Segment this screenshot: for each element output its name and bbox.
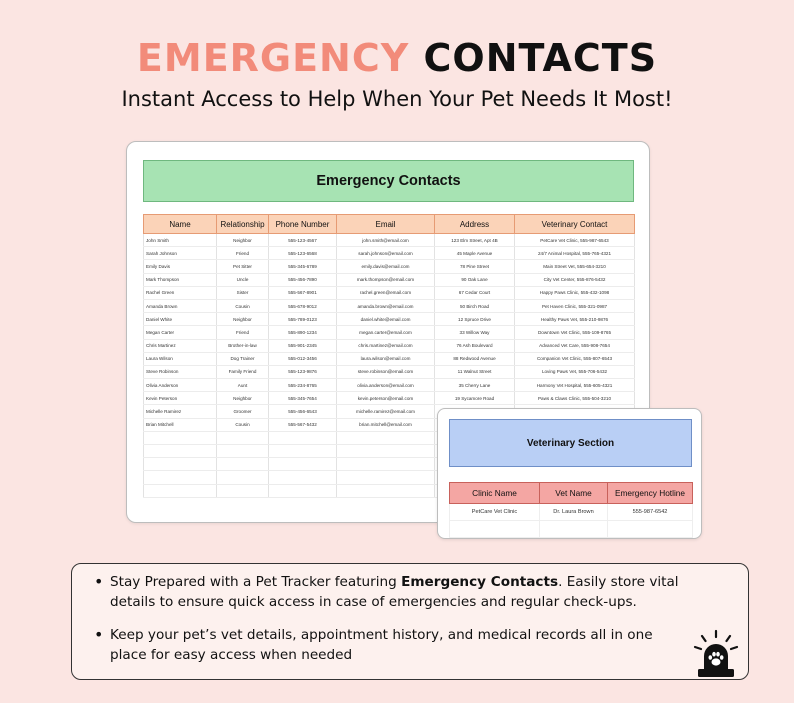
table-cell: 45 Maple Avenue [435,247,515,260]
table-cell: Dr. Laura Brown [540,504,608,521]
empty-cell [608,521,693,538]
contacts-column-header: Email [337,215,435,234]
contacts-column-header: Veterinary Contact [515,215,635,234]
table-cell: 33 Willow Way [435,326,515,339]
info-bullet-1-text: Stay Prepared with a Pet Tracker featuring [110,574,402,590]
contacts-sheet-banner: Emergency Contacts [143,160,634,202]
table-cell: brian.mitchell@email.com [337,418,435,431]
table-cell: megan.carter@email.com [337,326,435,339]
contacts-column-header: Relationship [217,215,269,234]
table-cell: amanda.brown@email.com [337,299,435,312]
table-row [144,299,635,312]
veterinary-section-banner: Veterinary Section [449,419,692,467]
table-cell: 555-012-3456 [269,352,337,365]
empty-cell [337,471,435,484]
table-cell: Daniel White [144,313,217,326]
table-row [144,379,635,392]
table-cell: Mark Thompson [144,273,217,286]
veterinary-table-header [450,483,693,504]
table-cell: Harmony Vet Hospital, 555-605-4321 [515,379,635,392]
info-bullet-2: • Keep your pet’s vet details, appointment history, and medical records all in one place for easy access when needed [94,625,654,665]
empty-cell [269,458,337,471]
empty-cell [217,471,269,484]
empty-cell [144,484,217,497]
table-row [144,352,635,365]
table-cell: 555-123-6568 [269,247,337,260]
veterinary-section-panel [437,408,702,539]
table-cell: 24/7 Animal Hospital, 555-765-4321 [515,247,635,260]
table-cell: kevin.peterson@email.com [337,392,435,405]
contacts-column-header: Phone Number [269,215,337,234]
table-cell: Pet Sitter [217,260,269,273]
table-cell: Companion Vet Clinic, 555-807-6543 [515,352,635,365]
table-cell: Sister [217,286,269,299]
table-cell: 555-567-8901 [269,286,337,299]
table-cell: 555-456-7890 [269,273,337,286]
empty-cell [144,471,217,484]
table-cell: Main Street Vet, 555-654-3210 [515,260,635,273]
table-cell: 50 Birch Road [435,299,515,312]
table-cell: Neighbor [217,313,269,326]
table-cell: 555-345-6789 [269,260,337,273]
empty-cell [217,458,269,471]
empty-cell [217,445,269,458]
table-cell: 88 Redwood Avenue [435,352,515,365]
table-cell: Advanced Vet Care, 555-908-7654 [515,339,635,352]
table-row [144,339,635,352]
table-cell: 555-123-9876 [269,365,337,378]
table-cell: Sarah Johnson [144,247,217,260]
table-cell: Kevin Peterson [144,392,217,405]
veterinary-column-header: Emergency Hotline [608,483,693,504]
table-row [144,326,635,339]
empty-cell [337,458,435,471]
table-cell: steve.robinson@email.com [337,365,435,378]
table-cell: 555-345-7654 [269,392,337,405]
table-cell: PetCare Vet Clinic, 555-987-6543 [515,234,635,247]
table-cell: Rachel Green [144,286,217,299]
table-cell: Brother-in-law [217,339,269,352]
contacts-table-header [144,215,635,234]
table-cell: Downtown Vet Clinic, 555-109-8765 [515,326,635,339]
table-cell: 555-678-9012 [269,299,337,312]
hero-title-rest: CONTACTS [423,36,658,80]
table-cell: Friend [217,247,269,260]
table-cell: Amanda Brown [144,299,217,312]
hero-title [0,36,794,80]
table-row [144,247,635,260]
emergency-alarm-icon [693,629,739,679]
table-cell: Aunt [217,379,269,392]
empty-cell [269,431,337,444]
table-cell: 35 Cherry Lane [435,379,515,392]
table-cell: Pet Haven Clinic, 555-321-0987 [515,299,635,312]
table-cell: Groomer [217,405,269,418]
table-cell: City Vet Center, 555-876-5432 [515,273,635,286]
empty-cell [217,484,269,497]
table-cell: Neighbor [217,392,269,405]
veterinary-column-header: Clinic Name [450,483,540,504]
empty-cell [217,431,269,444]
table-cell: PetCare Vet Clinic [450,504,540,521]
empty-cell [269,471,337,484]
table-cell: 555-567-5432 [269,418,337,431]
table-cell: Laura Wilson [144,352,217,365]
empty-cell [144,431,217,444]
table-cell: Michelle Ramirez [144,405,217,418]
empty-cell [337,445,435,458]
table-cell: Megan Carter [144,326,217,339]
table-cell: john.smith@email.com [337,234,435,247]
table-cell: Uncle [217,273,269,286]
table-cell: mark.thompson@email.com [337,273,435,286]
table-cell: 90 Oak Lane [435,273,515,286]
table-cell: 78 Pine Street [435,260,515,273]
table-cell: Healthy Paws Vet, 555-210-9876 [515,313,635,326]
empty-cell [540,521,608,538]
table-cell: Friend [217,326,269,339]
table-cell: 12 Spruce Drive [435,313,515,326]
table-cell: Cousin [217,418,269,431]
table-row [144,313,635,326]
info-list [94,572,728,665]
info-bullet-1-rest: . Easily store vital details to ensure quick access in case of emergencies and regular check-ups. [110,574,679,610]
table-cell: 555-456-6543 [269,405,337,418]
contacts-column-header: Name [144,215,217,234]
veterinary-column-header: Vet Name [540,483,608,504]
table-cell: Neighbor [217,234,269,247]
table-cell: Dog Trainer [217,352,269,365]
table-cell: 123 Elm Street, Apt 4B [435,234,515,247]
table-cell: 555-890-1234 [269,326,337,339]
table-cell: michelle.ramirez@email.com [337,405,435,418]
table-cell: Steve Robinson [144,365,217,378]
empty-cell [337,431,435,444]
table-row [144,286,635,299]
veterinary-table [449,482,693,538]
table-cell: 555-123-4567 [269,234,337,247]
table-cell: 76 Ash Boulevard [435,339,515,352]
info-bullet-1-bold: Emergency Contacts [401,574,559,590]
table-row [144,392,635,405]
table-cell: 555-234-8765 [269,379,337,392]
table-cell: John Smith [144,234,217,247]
contacts-column-header: Address [435,215,515,234]
table-row [144,260,635,273]
hero-title-accent: EMERGENCY [136,36,410,80]
table-cell: Chris Martinez [144,339,217,352]
table-cell: Happy Paws Clinic, 555-432-1098 [515,286,635,299]
empty-cell [144,458,217,471]
info-box [71,563,749,680]
table-row [450,504,693,521]
table-cell: olivia.anderson@email.com [337,379,435,392]
empty-cell [450,521,540,538]
table-cell: chris.martinez@email.com [337,339,435,352]
empty-cell [269,445,337,458]
table-cell: 11 Walnut Street [435,365,515,378]
table-cell: rachel.green@email.com [337,286,435,299]
empty-cell [269,484,337,497]
table-cell: Loving Paws Vet, 555-706-5432 [515,365,635,378]
table-cell: 19 Sycamore Road [435,392,515,405]
table-row [144,273,635,286]
table-cell: Paws & Claws Clinic, 555-504-3210 [515,392,635,405]
empty-row [450,521,693,538]
empty-cell [144,445,217,458]
empty-cell [337,484,435,497]
table-cell: 555-987-6542 [608,504,693,521]
table-cell: emily.davis@email.com [337,260,435,273]
info-bullet-1 [94,572,728,612]
table-cell: laura.wilson@email.com [337,352,435,365]
table-cell: 555-789-0123 [269,313,337,326]
table-cell: Olivia Anderson [144,379,217,392]
table-cell: 67 Cedar Court [435,286,515,299]
table-cell: daniel.white@email.com [337,313,435,326]
table-cell: Emily Davis [144,260,217,273]
table-row [144,365,635,378]
veterinary-table-body [450,504,693,538]
table-cell: Family Friend [217,365,269,378]
table-cell: sarah.johnson@email.com [337,247,435,260]
hero-subtitle: Instant Access to Help When Your Pet Needs It Most! [121,87,673,111]
table-cell: 555-901-2345 [269,339,337,352]
table-cell: Cousin [217,299,269,312]
table-cell: Brian Mitchell [144,418,217,431]
table-row [144,234,635,247]
